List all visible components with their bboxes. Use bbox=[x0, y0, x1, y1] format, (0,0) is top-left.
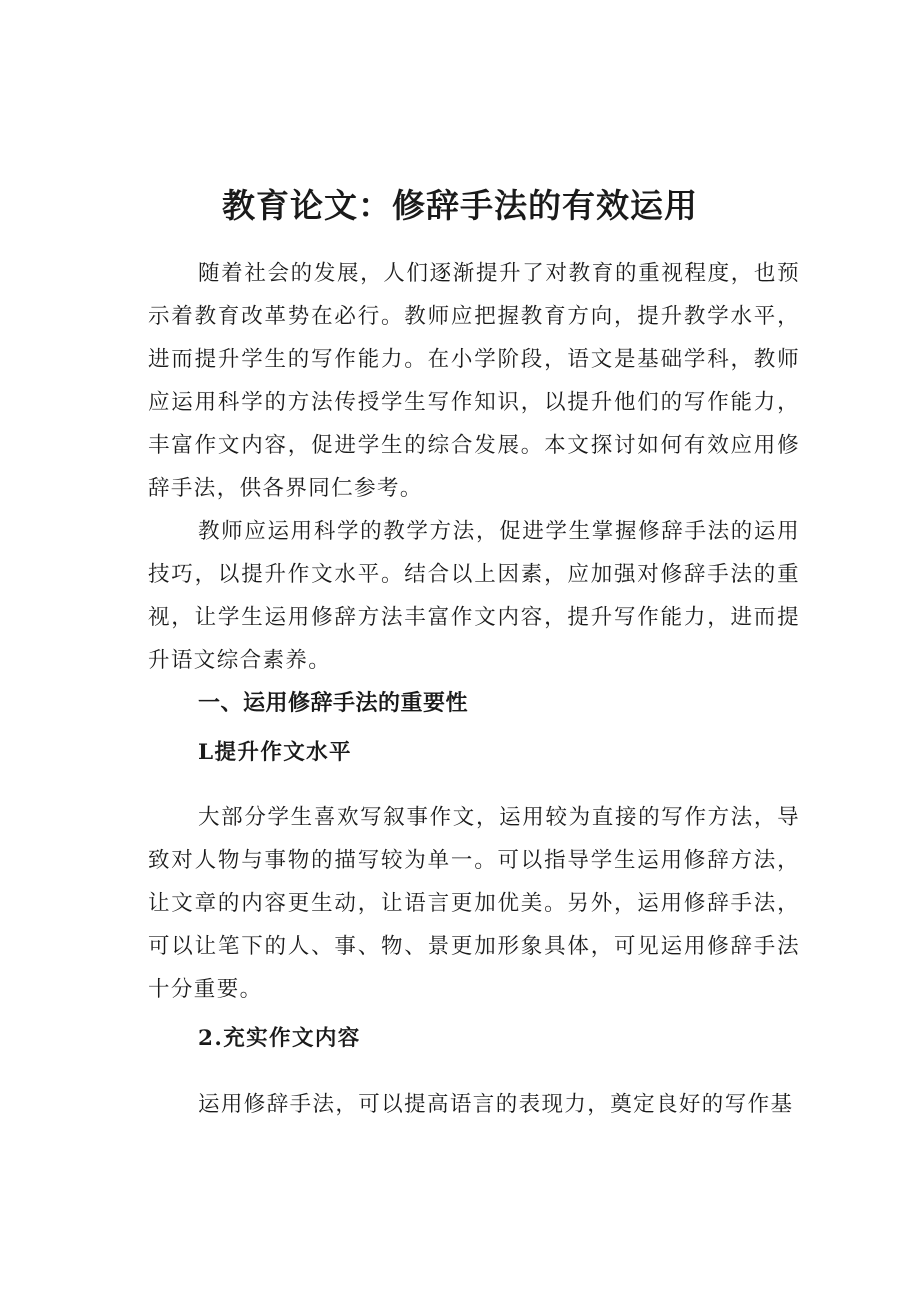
subsection-heading: L提升作文水平 bbox=[198, 740, 352, 765]
body-paragraph: 大部分学生喜欢写叙事作文，运用较为直接的写作方法，导致对人物与事物的描写较为单一。可以指导学生运用修辞方法，让文章的内容更生动，让语言更加优美。另外，运用修辞手法，可以让笔下的人、事、物、景更加形象具体，可见运用修辞手法十分重要。 bbox=[148, 805, 800, 1002]
section-heading: 一、运用修辞手法的重要性 bbox=[198, 691, 469, 716]
document-title: 教育论文：修辞手法的有效运用 bbox=[222, 186, 698, 226]
subsection-heading: 2.充实作文内容 bbox=[198, 1026, 361, 1051]
intro-paragraph: 随着社会的发展，人们逐渐提升了对教育的重视程度，也预示着教育改革势在必行。教师应把握教育方向，提升教学水平，进而提升学生的写作能力。在小学阶段，语文是基础学科，教师应运用科学的方法传授学生写作知识，以提升他们的写作能力，丰富作文内容，促进学生的综合发展。本文探讨如何有效应用修辞手法，供各界同仁参考。 bbox=[148, 261, 800, 501]
body-paragraph: 教师应运用科学的教学方法，促进学生掌握修辞手法的运用技巧，以提升作文水平。结合以上因素，应加强对修辞手法的重视，让学生运用修辞方法丰富作文内容，提升写作能力，进而提升语文综合素养。 bbox=[148, 519, 800, 673]
body-paragraph: 运用修辞手法，可以提高语言的表现力，奠定良好的写作基 bbox=[198, 1092, 794, 1117]
